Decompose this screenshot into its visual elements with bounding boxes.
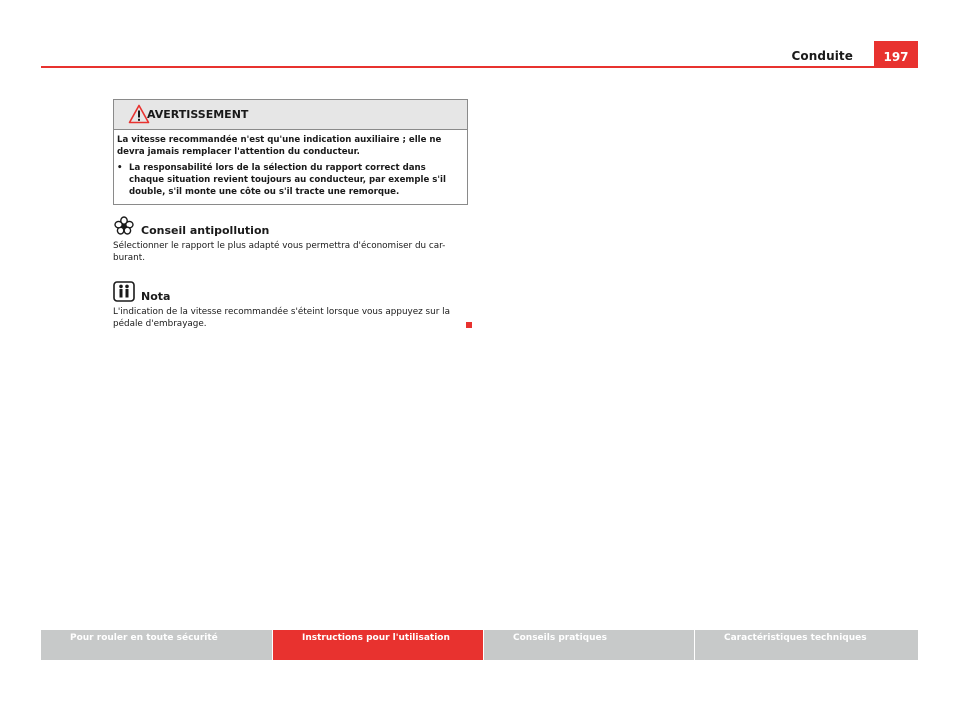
footer-tab-operation[interactable]: Instructions pour l'utilisation xyxy=(273,630,483,660)
eco-tip-title: Conseil antipollution xyxy=(141,224,270,237)
footer-nav xyxy=(41,630,918,660)
note-title: Nota xyxy=(141,290,171,303)
warning-body xyxy=(114,130,467,198)
warning-header xyxy=(114,100,467,130)
warning-bullet-text: La responsabilité lors de la sélection du rapport correct dans chaque situation revient toujours au conducteur, par exemple s'il double, s'il monte une côte ou s'il tracte une remorque. xyxy=(129,163,446,197)
section-title: Conduite xyxy=(791,49,853,63)
warning-paragraph: La vitesse recommandée n'est qu'une indication auxiliaire ; elle ne devra jamais remplacer l'attention du conducteur. xyxy=(117,135,442,157)
footer-tab-practical-tips[interactable]: Conseils pratiques xyxy=(484,630,694,660)
warning-box xyxy=(113,99,468,205)
page-number: 197 xyxy=(874,41,918,68)
flower-eco-icon xyxy=(113,216,135,236)
warning-title: AVERTISSEMENT xyxy=(147,108,249,121)
footer-tab-technical-data[interactable]: Caractéristiques techniques xyxy=(695,630,918,660)
eco-tip-section xyxy=(113,216,473,264)
note-section xyxy=(113,281,473,330)
info-person-icon xyxy=(113,281,135,302)
warning-bullet-item xyxy=(117,162,463,198)
eco-tip-text: Sélectionner le rapport le plus adapté vous permettra d'économiser du car-burant. xyxy=(113,241,446,263)
footer-tab-safety[interactable]: Pour rouler en toute sécurité xyxy=(41,630,272,660)
note-text: L'indication de la vitesse recommandée s'éteint lorsque vous appuyez sur la pédale d'embrayage. xyxy=(113,307,450,329)
header-rule xyxy=(41,66,918,68)
end-of-section-marker xyxy=(466,322,472,328)
bullet-marker: • xyxy=(117,163,123,173)
